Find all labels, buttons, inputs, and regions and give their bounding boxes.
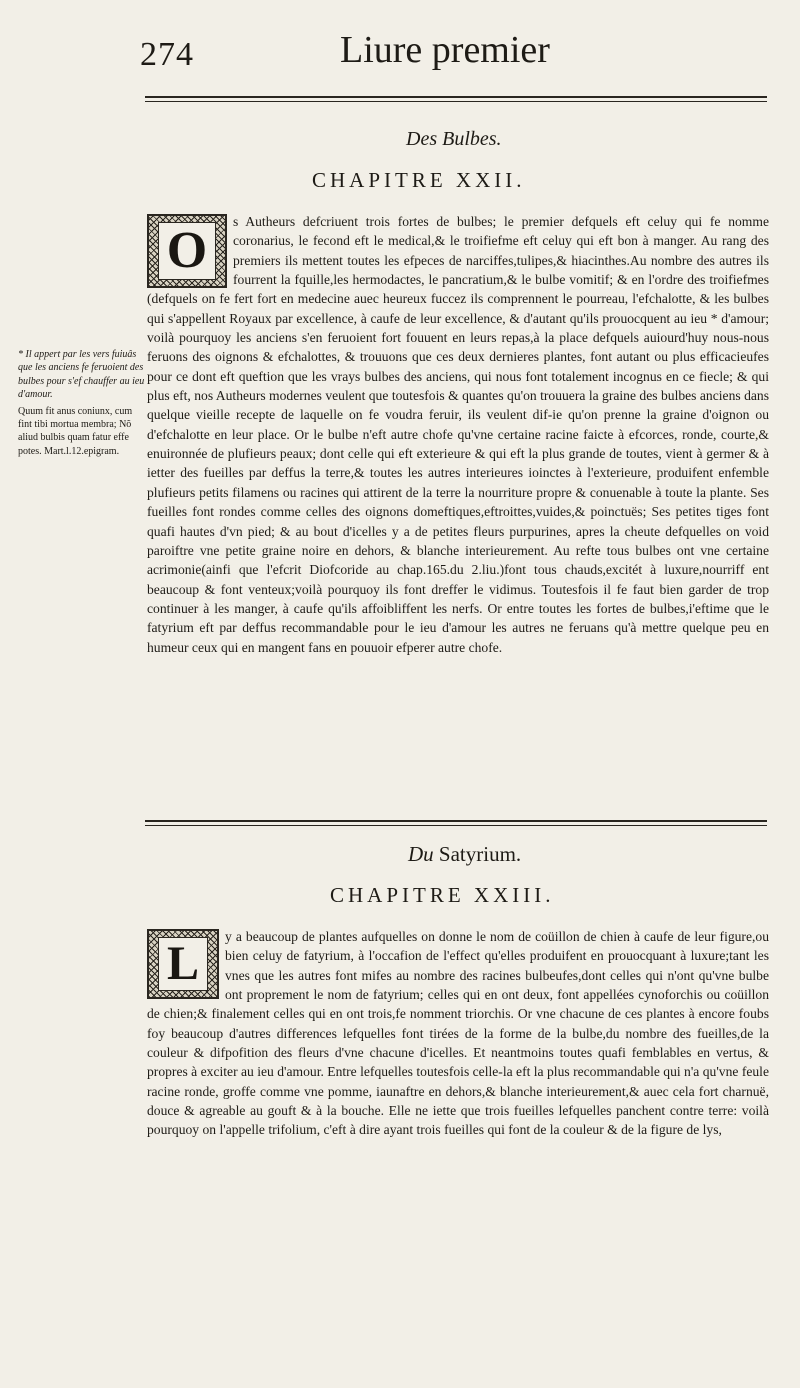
chapter-22-text: [147, 212, 769, 657]
marginal-note-text: * Il appert par les vers fuiuâs que les anciens fe feruoient des bulbes pour s'ef chauffer au ieu d'amour.: [18, 349, 145, 401]
section-rule: [145, 820, 767, 826]
marginal-note: [18, 348, 146, 458]
ornamental-initial-o: O: [147, 214, 227, 288]
page-number: 274: [140, 36, 194, 73]
section-title-bulbes: Des Bulbes.: [406, 128, 502, 150]
section-title-satyrium: Du Satyrium.: [408, 842, 522, 866]
running-title: Liure premier: [340, 29, 550, 71]
chapter-23-text: [147, 927, 769, 1140]
top-rule: [145, 96, 767, 102]
chapter-heading-23: CHAPITRE XXIII.: [330, 883, 555, 907]
marginal-quote: Quum fit anus coniunx, cum fint tibi mortua membra; Nõ aliud bulbis quam fatur effe potes. Mart.l.12.epigram.: [18, 405, 133, 457]
chapter-23-body: y a beaucoup de plantes aufquelles on donne le nom de coüillon de chien à caufe de leur figure,ou bien celuy de fatyrium, à l'occafion de l'effect qu'elles produifent en prouocquant à luxure;tant les vnes que les autres font mifes au nombre des racines bulbeufes,dont celles qui n'ont qu'vne bulbe ont proprement le nom de fatyrium; celles qui en ont deux, font appellées cynoforchis ou coüillon de chien;& finalement celles qui en ont trois,fe nomment triorchis. Or vne chacune de ces plantes à encore foubs foy beaucoup d'autres differences lefquelles font tirées de la forme de la bulbe,du nombre des fueilles,de la couleur & difpofition des fleurs d'vne chacune d'icelles. Et neantmoins toutes quafi femblables en vertus, & propres à exciter au ieu d'amour. Entre lefquelles toutesfois celle-la eft la plus recommandable qui n'a qu'vne feule racine ronde, groffe comme vne pomme, iaunaftre en dehors,& blanche interieurement,& auec cela fort charnuë, douce & agreable au gouft & à la bouche. Elle ne iette que trois fueilles lefquelles panchent contre terre: voilà pourquoy on l'appelle trifolium, c'eft à dire ayant trois fueilles qui font de la couleur & de la figure de lys,: [147, 929, 769, 1138]
ornamental-initial-l: L: [147, 929, 219, 999]
chapter-heading-22: CHAPITRE XXII.: [312, 168, 526, 192]
chapter-22-body: s Autheurs defcriuent trois fortes de bulbes; le premier defquels eft celuy qui fe nomme coronarius, le fecond eft le medical,& le troifiefme eft celuy qui eft bon à manger. Au rang des premiers ils mettent toutes les efpeces de narciffes,tulipes,& hiacinthes.Au nombre des autres ils fourrent la fquille,les hermodactes, le pancratium,& le bulbe vomitif; & en l'ordre des troifiefmes (defquels on fe fert fort en medecine auec heureux fuccez ils comprennent le pourreau, l'efchalotte, & les bulbes qui s'appellent Royaux par excellence, à caufe de leur excellence, & d'autant qu'ils prouocquent au ieu * d'amour; voilà pourquoy les anciens s'en feruoient fort fouuent en leurs repas,à la place defquels auiourd'huy nous-nous feruons des oignons & efchalottes, & trouuons que ces deux dernieres plantes, font autant ou plus efficacieufes pour ce dont eft queftion que les vrays bulbes des anciens, qui nous font totalement incognus en ce fiecle; & qui plus eft, nos Autheurs modernes veulent que toutesfois & quantes qu'on trouuera la graine des bulbes anciens dans quelque vieille recepte de laquelle on fe voudra feruir, ils veulent dif-ie qu'on prenne la graine d'oignon ou d'efchalotte en leur place. Or le bulbe n'eft autre chofe qu'vne certaine racine faicte à efcorces, ronde, courte,& enuironnée de plufieurs peaux; dont celle qui eft exterieure & qui eft la plus grande de toutes, vient à germer & à ietter des fueilles par deffus la terre,& toutes les autres interieures ioinctes à l'exterieure, produifent enfemble plufieurs petits filamens ou racines qui attirent de la terre la nourriture propre & conuenable à toute la plante. Ses fueilles font rondes comme celles des oignons domeftiques,eftroittes,vuides,& poinctuës; Ses petites tiges font quafi hautes d'vn pied; & au bout d'icelles y a de petites fleurs purpurines, apres la cheute defquelles on void paroiftre vne petite graine noire en dehors, & blanche interieurement. Au refte tous bulbes ont vne certaine acrimonie(ainfi que l'efcrit Diofcoride au chap.165.du 2.liu.)font tous chauds,excitét à luxure,nourriff ent beaucoup & font venteux;voilà pourquoy ils font dreffer le vidimus. Toutesfois il fe faut bien garder de trop continuer à les manger, à caufe qu'ils affoibliffent les nerfs. Or entre toutes les fortes de bulbes,i'eftime que le fatyrium eft par deffus recommandable pour le ieu d'amour les autres ne feruans qu'à mettre quelque peu en humeur ceux qui en mangent fans en pouuoir efperer autre chofe.: [147, 214, 769, 655]
